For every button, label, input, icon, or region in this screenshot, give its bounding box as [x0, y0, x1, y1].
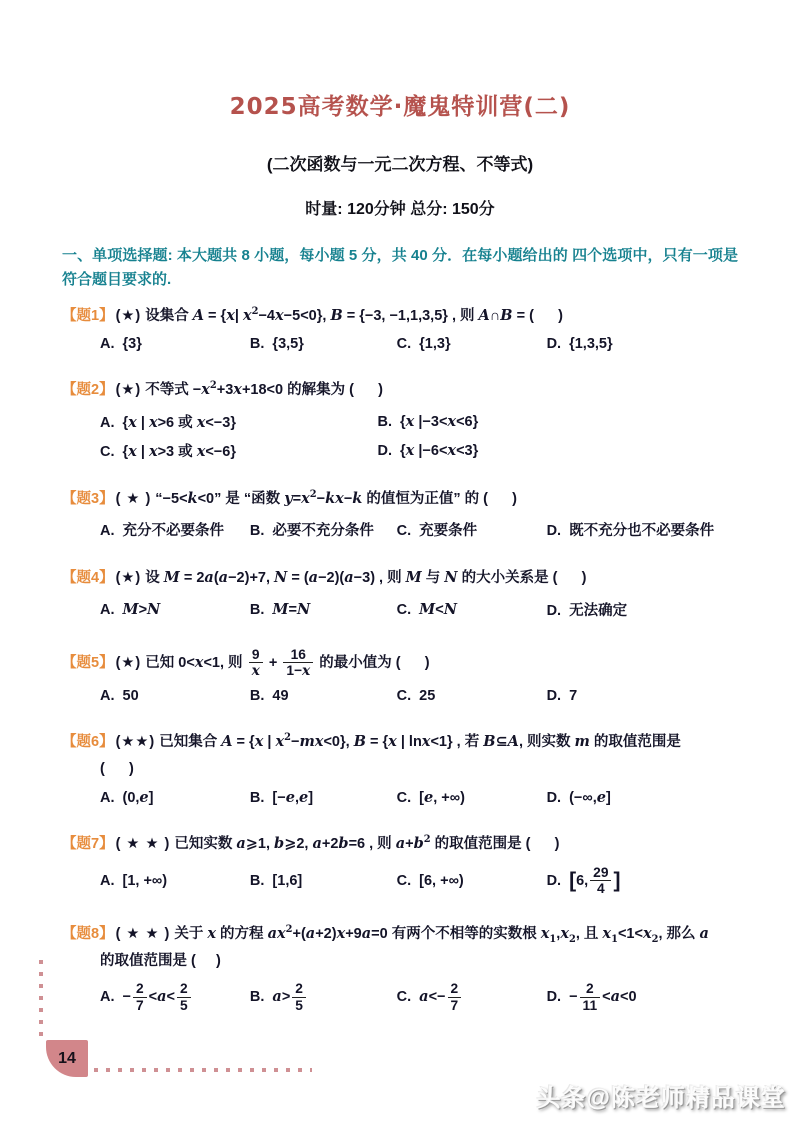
question-7-stars: ( ★ ★ ) — [115, 836, 171, 853]
question-8-stars: ( ★ ★ ) — [115, 926, 171, 943]
question-6-body — [62, 731, 738, 753]
exam-meta: 时量: 120分钟 总分: 150分 — [305, 201, 495, 218]
option-text: [6, $\frac{29}{4}$ ] — [569, 864, 621, 897]
option-text: M<N — [419, 600, 457, 618]
question-3-label: 【题3】 — [62, 490, 114, 507]
option-key: C. — [396, 872, 412, 889]
question-1-text: 设集合 A = {x| $x^2-4x-5<0$}, B = {−3, −1,1,3,5} , 则 A∩B = ( ) — [145, 306, 563, 324]
option-key: B. — [249, 989, 265, 1006]
question-5-text: 已知 0<x<1, 则 $\frac{9}{x}$ + $\frac{16}{1-x}$ 的最小值为 ( ) — [145, 646, 430, 680]
question-8-label: 【题8】 — [62, 926, 114, 943]
option-key: B. — [249, 790, 265, 807]
question-1-option-a — [100, 336, 250, 352]
question-2-stars: (★) — [115, 382, 142, 399]
question-7-options — [100, 865, 738, 896]
dotted-border-horizontal — [94, 1068, 312, 1072]
question-5 — [62, 647, 738, 704]
question-4-option-a — [100, 601, 250, 618]
option-text: 25 — [419, 688, 436, 705]
question-3-option-c — [397, 519, 547, 540]
option-text: {3,5} — [272, 336, 304, 353]
question-1-label: 【题1】 — [62, 308, 114, 324]
question-4-stars: (★) — [115, 570, 142, 587]
question-5-option-a — [100, 688, 250, 704]
option-text: {1,3,5} — [569, 336, 613, 353]
option-text: 无法确定 — [569, 602, 628, 619]
question-2-option-d — [378, 442, 738, 459]
question-3-option-b — [250, 519, 397, 540]
option-key: C. — [396, 601, 412, 618]
question-7-option-b — [250, 873, 397, 889]
question-8-option-a — [100, 981, 250, 1012]
option-text: 充要条件 — [419, 523, 478, 540]
question-4-text: 设 M = 2a(a−2)+7, N = (a−2)(a−3) , 则 M 与 N 的大小关系是 ( ) — [145, 569, 587, 587]
option-key: D. — [546, 688, 562, 705]
option-text: a<− $\frac{2}{7}$ — [419, 989, 463, 1005]
option-text: (−∞,e] — [569, 789, 611, 807]
question-2 — [62, 379, 738, 460]
page-subtitle: (二次函数与一元二次方程、不等式) — [266, 155, 534, 174]
question-4 — [62, 567, 738, 619]
option-text: M>N — [122, 600, 161, 618]
question-1-stars: (★) — [115, 308, 142, 324]
question-3-option-d — [547, 519, 738, 540]
question-8-text: 关于 x 的方程 $ax^2+(a+2)x+9a=0$ 有两个不相等的实数根 $x_1,x_2$, 且 $x_1<1<x_2$, 那么 a — [174, 924, 709, 946]
option-text: {1,3} — [419, 336, 451, 353]
question-2-body — [62, 379, 738, 401]
question-8-options — [100, 981, 738, 1012]
question-7-text: 已知实数 a⩾1, b⩾2, a+2b=6 , 则 $a+b^2$ 的取值范围是 ( ) — [174, 834, 560, 853]
option-text: 7 — [569, 688, 578, 705]
option-key: B. — [249, 336, 265, 353]
option-key: C. — [396, 989, 412, 1006]
question-3-option-a — [100, 519, 250, 540]
question-7-option-d — [547, 865, 738, 896]
option-key: D. — [546, 790, 562, 807]
option-text: 必要不充分条件 — [272, 523, 374, 540]
option-key: B. — [249, 601, 265, 618]
question-6 — [62, 731, 738, 806]
question-8-option-c — [397, 981, 547, 1012]
option-key: A. — [100, 336, 115, 353]
watermark-text: 头条@陈老师精品课堂 — [536, 1085, 786, 1112]
question-7-option-a — [100, 873, 250, 889]
question-4-options — [100, 599, 738, 620]
option-text: [1, +∞) — [122, 872, 168, 889]
option-text: − $\frac{2}{7}$ <a< $\frac{2}{5}$ — [123, 989, 193, 1005]
question-1-option-c — [397, 336, 547, 352]
option-key: D. — [546, 336, 562, 353]
option-text: 既不充分也不必要条件 — [569, 523, 715, 540]
option-text: [6, +∞) — [419, 872, 464, 889]
question-6-option-d — [547, 789, 738, 806]
question-4-label: 【题4】 — [62, 570, 114, 587]
option-key: C. — [396, 790, 412, 807]
question-6-label: 【题6】 — [62, 734, 114, 751]
option-key: B. — [249, 688, 265, 705]
option-text: a> $\frac{2}{5}$ — [272, 989, 308, 1005]
question-2-option-a — [100, 411, 378, 432]
option-text: {x | x>6 或 x<−3} — [122, 413, 236, 431]
question-7-body — [62, 833, 738, 855]
question-8-option-b — [250, 981, 397, 1012]
option-key: D. — [546, 872, 562, 889]
option-key: B. — [377, 413, 393, 430]
question-6-text: 已知集合 A = {x | $x^2-mx<0$}, B = {x | lnx<1} , 若 B⊆A, 则实数 m 的取值范围是 — [159, 732, 681, 751]
option-key: A. — [100, 523, 115, 540]
question-6-option-c — [397, 789, 547, 806]
option-key: C. — [396, 523, 412, 540]
option-key: D. — [546, 602, 562, 619]
question-7 — [62, 833, 738, 896]
option-text: (0,e] — [122, 789, 154, 807]
question-1-option-b — [250, 336, 397, 352]
question-5-body — [62, 647, 738, 679]
question-5-label: 【题5】 — [62, 654, 114, 671]
option-key: C. — [100, 443, 115, 460]
question-8-option-d — [547, 981, 738, 1012]
question-2-text: 不等式 $-x^2+3x+18<0$ 的解集为 ( ) — [145, 380, 383, 399]
option-key: A. — [100, 790, 115, 807]
question-1-body — [62, 305, 738, 327]
question-8-body — [62, 923, 738, 945]
question-5-option-b — [250, 688, 397, 704]
option-key: C. — [396, 336, 412, 353]
question-6-option-b — [250, 789, 397, 806]
option-key: B. — [249, 872, 265, 889]
question-6-text-cont: ( ) — [100, 760, 134, 777]
question-6-option-a — [100, 789, 250, 806]
question-2-label: 【题2】 — [62, 382, 114, 399]
option-key: A. — [100, 601, 115, 618]
question-7-option-c — [397, 873, 547, 889]
question-5-options — [100, 688, 738, 704]
question-3-stars: ( ★ ) — [115, 490, 152, 507]
option-key: A. — [100, 688, 115, 705]
option-text: {3} — [122, 336, 142, 353]
question-2-option-b — [378, 413, 738, 430]
option-text: − $\frac{2}{11}$ <a<0 — [569, 981, 637, 1013]
question-1-options — [100, 336, 738, 352]
question-2-option-c — [100, 440, 378, 461]
option-text: M=N — [272, 600, 311, 618]
option-text: {x |−6<x<3} — [400, 441, 479, 459]
question-8-text-cont: 的取值范围是 ( ) — [100, 952, 221, 969]
question-5-stars: (★) — [115, 654, 142, 671]
question-4-option-b — [250, 601, 397, 618]
question-4-body — [62, 567, 738, 589]
option-key: D. — [377, 442, 393, 459]
option-text: {x | x>3 或 x<−6} — [122, 442, 236, 460]
option-text: [−e,e] — [272, 789, 314, 807]
question-3-options — [100, 519, 738, 540]
question-4-option-c — [397, 601, 547, 618]
option-text: 充分不必要条件 — [122, 523, 224, 540]
option-key: A. — [100, 872, 115, 889]
page-title: 2025高考数学·魔鬼特训营(二) — [229, 94, 571, 120]
question-2-options — [100, 411, 738, 461]
question-6-options — [100, 789, 738, 806]
question-3-body — [62, 488, 738, 510]
option-text: [e, +∞) — [419, 789, 465, 807]
page-number-tab — [46, 1040, 88, 1077]
option-key: D. — [546, 523, 562, 540]
option-key: A. — [100, 414, 115, 431]
question-3-text: “−5<k<0” 是 “函数 $y=x^2-kx-k$ 的值恒为正值” 的 ( ) — [155, 489, 517, 507]
question-5-option-d — [547, 688, 738, 704]
question-6-stars: (★★) — [115, 734, 156, 751]
option-key: A. — [100, 989, 115, 1006]
question-1-option-d — [547, 336, 738, 352]
option-text: 49 — [272, 688, 289, 705]
question-3 — [62, 488, 738, 540]
question-4-option-d — [547, 599, 738, 620]
question-7-label: 【题7】 — [62, 836, 114, 853]
dotted-border-vertical — [39, 960, 43, 1036]
option-key: D. — [546, 989, 562, 1006]
option-key: B. — [249, 523, 265, 540]
option-text: {x |−3<x<6} — [400, 412, 479, 430]
question-1 — [62, 305, 738, 352]
option-key: C. — [396, 688, 412, 705]
section-instructions: 一、单项选择题: 本大题共 8 小题，每小题 5 分，共 40 分．在每小题给出的 四个选项中，只有一项是符合题目要求的. — [62, 247, 738, 288]
question-5-option-c — [397, 688, 547, 704]
option-text: [1,6] — [272, 872, 303, 889]
page-number: 14 — [58, 1049, 76, 1067]
option-text: 50 — [122, 688, 139, 705]
question-8 — [62, 923, 738, 1013]
